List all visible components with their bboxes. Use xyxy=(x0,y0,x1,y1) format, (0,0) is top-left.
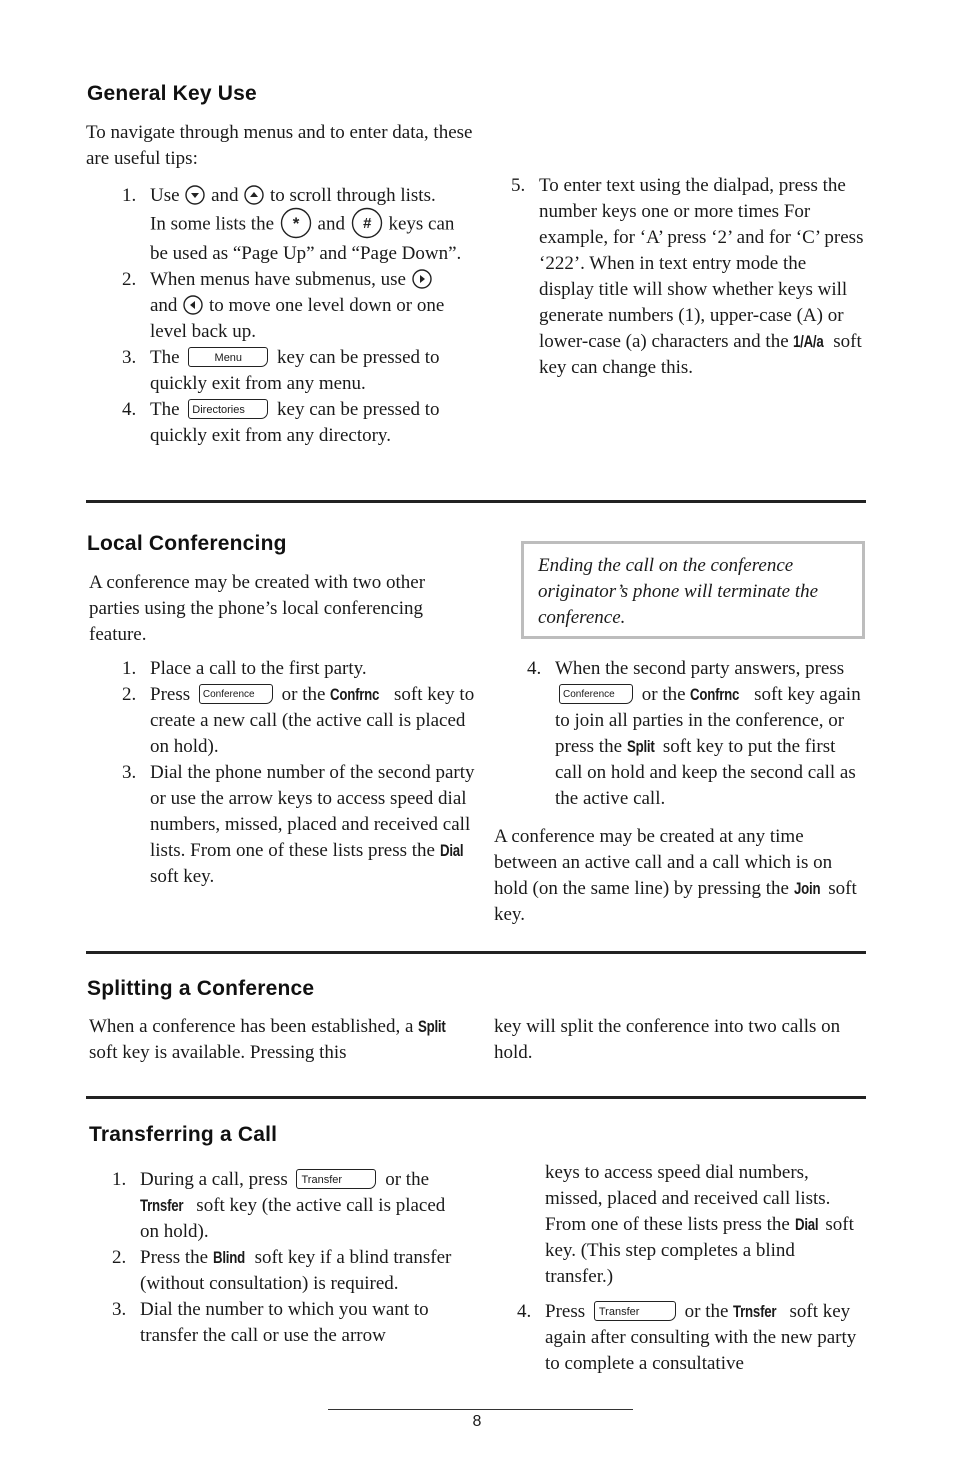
directories-key-icon: Directories xyxy=(188,399,268,419)
transfer-list-right xyxy=(517,1299,867,1377)
hash-key-icon xyxy=(350,207,384,239)
section-title-transfer: Transferring a Call xyxy=(89,1123,278,1146)
list-item: 3. The Menu key can be pressed to quickly exit from any menu. xyxy=(122,347,440,394)
softkey-label: Blind xyxy=(212,1248,245,1267)
section-divider xyxy=(86,951,866,954)
section-divider xyxy=(86,500,866,503)
list-item: 1. During a call, press Transfer or the Trnsfer soft key (the active call is placed on hold). xyxy=(112,1169,446,1242)
list-item: 1. Place a call to the first party. xyxy=(122,658,367,679)
list-item: 2. Press the Blind soft key if a blind transfer (without consultation) is required. xyxy=(112,1247,452,1294)
conference-key-icon: Conference xyxy=(199,684,273,704)
softkey-label: Split xyxy=(626,737,655,756)
softkey-label: Confrnc xyxy=(690,685,740,704)
list-item: 1. Use and to scroll through lists. In some lists the * and # keys can be used as “Page Up” and “Page Down”. xyxy=(122,185,462,264)
softkey-label: 1/A/a xyxy=(793,332,824,351)
softkey-label: Dial xyxy=(794,1215,818,1234)
section-divider xyxy=(86,1096,866,1099)
star-key-icon xyxy=(279,207,313,239)
conference-key-icon: Conference xyxy=(559,684,633,704)
transfer-list-left xyxy=(112,1167,460,1349)
svg-text:*: * xyxy=(292,214,300,233)
split-paragraph-left: When a conference has been established, a Split soft key is available. Pressing this xyxy=(89,1016,446,1063)
list-item: 2. When menus have submenus, use and to move one level down or one level back up. xyxy=(122,269,445,342)
local-list-left xyxy=(122,656,476,890)
softkey-label: Confrnc xyxy=(330,685,380,704)
note-callout: Ending the call on the conference originator’s phone will terminate the conference. xyxy=(521,541,865,639)
list-item: 4. Press Transfer or the Trnsfer soft key again after consulting with the new party to complete a consultative xyxy=(517,1301,857,1374)
section-title-general: General Key Use xyxy=(87,82,257,105)
local-list-right xyxy=(527,656,867,812)
list-item: 3. Dial the phone number of the second party or use the arrow keys to access speed dial numbers, missed, placed and received call lists. From one of these lists press the Dial soft key. xyxy=(122,762,475,887)
transfer-item3-continued: keys to access speed dial numbers, missed, placed and received call lists. From one of these lists press the Dial soft key. (This step completes a blind transfer.) xyxy=(545,1162,854,1287)
list-item: 4. The Directories key can be pressed to quickly exit from any directory. xyxy=(122,399,440,446)
left-arrow-icon xyxy=(182,294,204,316)
up-arrow-icon xyxy=(243,184,265,206)
right-arrow-icon xyxy=(411,268,433,290)
general-list-left xyxy=(122,183,476,449)
softkey-label: Trnsfer xyxy=(733,1302,777,1321)
list-item: 5. To enter text using the dialpad, press the number keys one or more times For example, for ‘A’ press ‘2’ and for ‘C’ press ‘222’. When in text entry mode the display title will show whether keys will generate numbers (1), upper-case (A) or lower-case (a) characters and the 1/A/a soft key can change this. xyxy=(511,175,864,378)
softkey-label: Dial xyxy=(439,841,464,860)
general-list-right xyxy=(511,173,865,381)
page-number: 8 xyxy=(472,1413,482,1430)
list-item: 3. Dial the number to which you want to transfer the call or use the arrow xyxy=(112,1299,429,1346)
list-item: 4. When the second party answers, press Conference or the Confrnc soft key again to join all parties in the conference, or press the Split soft key to put the first call on hold and keep the second call as the active call. xyxy=(527,658,861,809)
transfer-key-icon: Transfer xyxy=(296,1169,376,1189)
split-paragraph-right: key will split the conference into two calls on hold. xyxy=(494,1016,841,1063)
down-arrow-icon xyxy=(184,184,206,206)
local-closing-paragraph: A conference may be created at any time between an active call and a call which is on hold (on the same line) by pressing the Join soft key. xyxy=(494,826,857,925)
section-title-local: Local Conferencing xyxy=(87,532,287,555)
softkey-label: Trnsfer xyxy=(140,1196,184,1215)
softkey-label: Split xyxy=(418,1017,446,1036)
menu-key-icon: Menu xyxy=(188,347,268,367)
section-title-split: Splitting a Conference xyxy=(87,977,315,1000)
list-item: 2. Press Conference or the Confrnc soft key to create a new call (the active call is placed on hold). xyxy=(122,684,475,757)
softkey-label: Join xyxy=(793,879,821,898)
general-intro: To navigate through menus and to enter data, these are useful tips: xyxy=(86,122,473,169)
svg-text:#: # xyxy=(362,215,371,232)
transfer-key-icon: Transfer xyxy=(594,1301,676,1321)
footer-rule xyxy=(328,1409,633,1410)
local-intro: A conference may be created with two other parties using the phone’s local conferencing feature. xyxy=(89,572,426,645)
